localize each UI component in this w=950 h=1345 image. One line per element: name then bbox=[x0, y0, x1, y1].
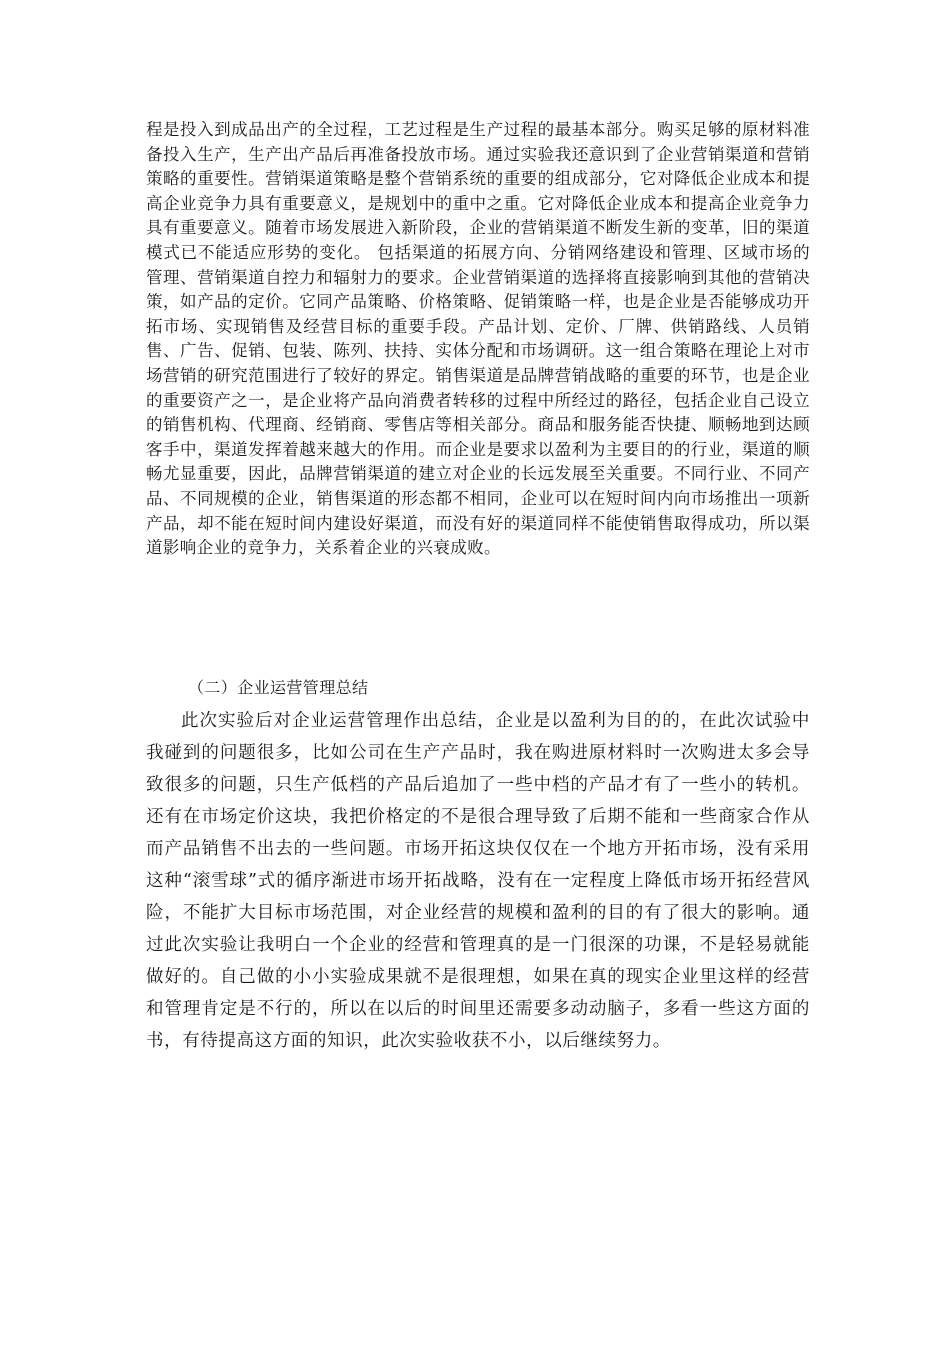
paragraph-text: 此次实验后对企业运营管理作出总结，企业是以盈利为目的的，在此次试验中我碰到的问题很多，比如公司在生产产品时，我在购进原材料时一次购进太多会导致很多的问题，只生产低档的产品后追加了一些中档的产品才有了一些小的转机。还有在市场定价这块，我把价格定的不是很合理导致了后期不能和一些商家合作从而产品销售不出去的一些问题。市场开拓这块仅仅在一个地方开拓市场，没有采用这种“滚雪球”式的循序渐进市场开拓战略，没有在一定程度上降低市场开拓经营风险，不能扩大目标市场范围，对企业经营的规模和盈利的目的有了很大的影响。通过此次实验让我明白一个企业的经营和管理真的是一门很深的功课，不是轻易就能做好的。自己做的小小实验成果就不是很理想，如果在真的现实企业里这样的经营和管理肯定是不行的，所以在以后的时间里还需要多动动脑子，多看一些这方面的书，有待提高这方面的知识，此次实验收获不小，以后继续努力。 bbox=[146, 711, 810, 1051]
body-paragraph-2 bbox=[146, 705, 810, 1057]
body-paragraph-1 bbox=[146, 118, 810, 561]
section-heading: （二）企业运营管理总结 bbox=[188, 678, 369, 697]
paragraph-text: 程是投入到成品出产的全过程，工艺过程是生产过程的最基本部分。购买足够的原材料准备投入生产，生产出产品后再准备投放市场。通过实验我还意识到了企业营销渠道和营销策略的重要性。营销渠道策略是整个营销系统的重要的组成部分，它对降低企业成本和提高企业竞争力具有重要意义，是规划中的重中之重。它对降低企业成本和提高企业竞争力具有重要意义。随着市场发展进入新阶段，企业的营销渠道不断发生新的变革，旧的渠道模式已不能适应形势的变化。 包括渠道的拓展方向、分销网络建设和管理、区域市场的管理、营销渠道自控力和辐射力的要求。企业营销渠道的选择将直接影响到其他的营销决策，如产品的定价。它同产品策略、价格策略、促销策略一样，也是企业是否能够成功开拓市场、实现销售及经营目标的重要手段。产品计划、定价、厂牌、供销路线、人员销售、广告、促销、包装、陈列、扶持、实体分配和市场调研。这一组合策略在理论上对市场营销的研究范围进行了较好的界定。销售渠道是品牌营销战略的重要的环节，也是企业的重要资产之一，是企业将产品向消费者转移的过程中所经过的路径，包括企业自己设立的销售机构、代理商、经销商、零售店等相关部分。商品和服务能否快捷、顺畅地到达顾客手中，渠道发挥着越来越大的作用。而企业是要求以盈利为主要目的的行业，渠道的顺畅尤显重要，因此，品牌营销渠道的建立对企业的长远发展至关重要。不同行业、不同产品、不同规模的企业，销售渠道的形态都不相同，企业可以在短时间内向市场推出一项新产品，却不能在短时间内建设好渠道，而没有好的渠道同样不能使销售取得成功，所以渠道影响企业的竞争力，关系着企业的兴衰成败。 bbox=[146, 120, 810, 558]
